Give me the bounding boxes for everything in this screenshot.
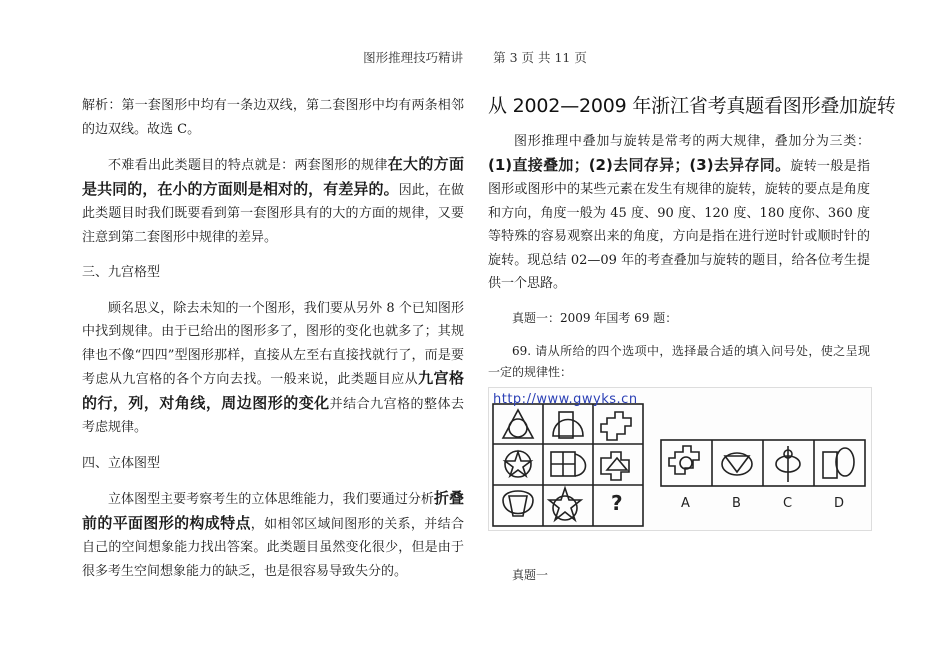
paragraph-characteristics: [82, 153, 464, 249]
cell-figure-4: [505, 451, 531, 477]
paragraph-text: 并结合九宫格的整体去考虑规律。: [82, 396, 464, 435]
emphasis-text: 九宫格的行，列，对角线，周边图形的变化: [82, 369, 464, 412]
puzzle-figure: [488, 387, 872, 531]
answer-explanation: 解析：第一套图形中均有一条边双线，第二套图形中均有两条相邻的边双线。故选 C。: [82, 98, 464, 137]
cell-figure-8: [549, 488, 581, 520]
right-column: [488, 92, 896, 598]
paragraph-text: 旋转一般是指图形或图形中的某些元素在发生有规律的旋转，旋转的要点是角度和方向，角度一般为 45 度、90 度、120 度、180 度你、360 度等特殊的容易观察出来的角度，方向是指在进行逆时针或顺时针的旋转。现总结 02—09 年的考查叠加与旋转的题目，给各位考生提供一个思路。: [488, 158, 870, 291]
question-intro: 真题一：2009 年国考 69 题：: [512, 310, 678, 325]
paragraph-text: 图形推理中叠加与旋转是常考的两大规律，叠加分为三类：: [514, 134, 870, 149]
question-text: 69. 请从所给的四个选项中，选择最合适的填入问号处，使之呈现一定的规律性：: [488, 343, 870, 379]
option-figure-d: [823, 448, 854, 478]
question-mark-cell: ?: [611, 490, 623, 515]
section-heading-nine-grid: 三、九宫格型: [82, 265, 161, 280]
paragraph-nine-grid: [82, 297, 464, 440]
figure-watermark: http://www.gwyks.cn: [493, 391, 638, 407]
cell-figure-6: [601, 452, 629, 480]
page-info: 第 3 页 共 11 页: [493, 50, 587, 65]
intro-paragraph: [488, 130, 870, 296]
paragraph-text: 不难看出此类题目的特点就是：两套图形的规律: [108, 158, 388, 173]
cell-figure-5: [551, 452, 586, 476]
section-title: 从 2002—2009 年浙江省考真题看图形叠加旋转: [488, 95, 896, 117]
cell-figure-2: [553, 412, 583, 438]
paragraph-text: ，如相邻区域间图形的关系，并结合自己的空间想象能力找出答案。此类题目虽然变化很少，但是由于很多考生空间想象能力的缺乏，也是很容易导致失分的。: [82, 516, 464, 579]
option-label-b: B: [732, 495, 741, 511]
paragraph-text: 顾名思义，除去未知的一个图形，我们要从另外 8 个已知图形中找到规律。由于已给出的图形多了，图形的变化也就多了；其规律也不像“四四”型图形那样，直接从左至右直接找就行了，而是要考虑从九宫格的各个方向去找。一般来说，此类题目应从: [82, 300, 464, 387]
option-figure-a: [669, 446, 699, 474]
emphasis-text: 折叠前的平面图形的构成特点: [82, 489, 464, 532]
option-label-d: D: [834, 495, 845, 511]
cell-figure-1: [503, 410, 533, 438]
option-figure-c: [776, 446, 800, 482]
emphasis-text: (1)直接叠加；(2)去同存异；(3)去异存同。: [488, 155, 791, 174]
left-column: [82, 94, 464, 595]
paragraph-text: 立体图型主要考察考生的立体思维能力，我们要通过分析: [108, 492, 434, 507]
figure-caption: 真题一: [512, 567, 549, 582]
section-heading-3d: 四、立体图型: [82, 455, 161, 471]
option-label-c: C: [783, 495, 793, 511]
option-figure-b: [722, 453, 752, 475]
cell-figure-7: [503, 491, 533, 516]
page-header: [0, 48, 950, 66]
doc-title: 图形推理技巧精讲: [363, 50, 464, 65]
cell-figure-3: [601, 412, 631, 440]
emphasis-text: 在大的方面是共同的，在小的方面则是相对的，有差异的。: [82, 155, 464, 198]
option-label-a: A: [681, 495, 690, 511]
paragraph-3d: [82, 487, 464, 583]
paragraph-text: 因此，在做此类题目时我们既要看到第一套图形具有的大的方面的规律，又要注意到第二套图形中规律的差异。: [82, 182, 464, 245]
